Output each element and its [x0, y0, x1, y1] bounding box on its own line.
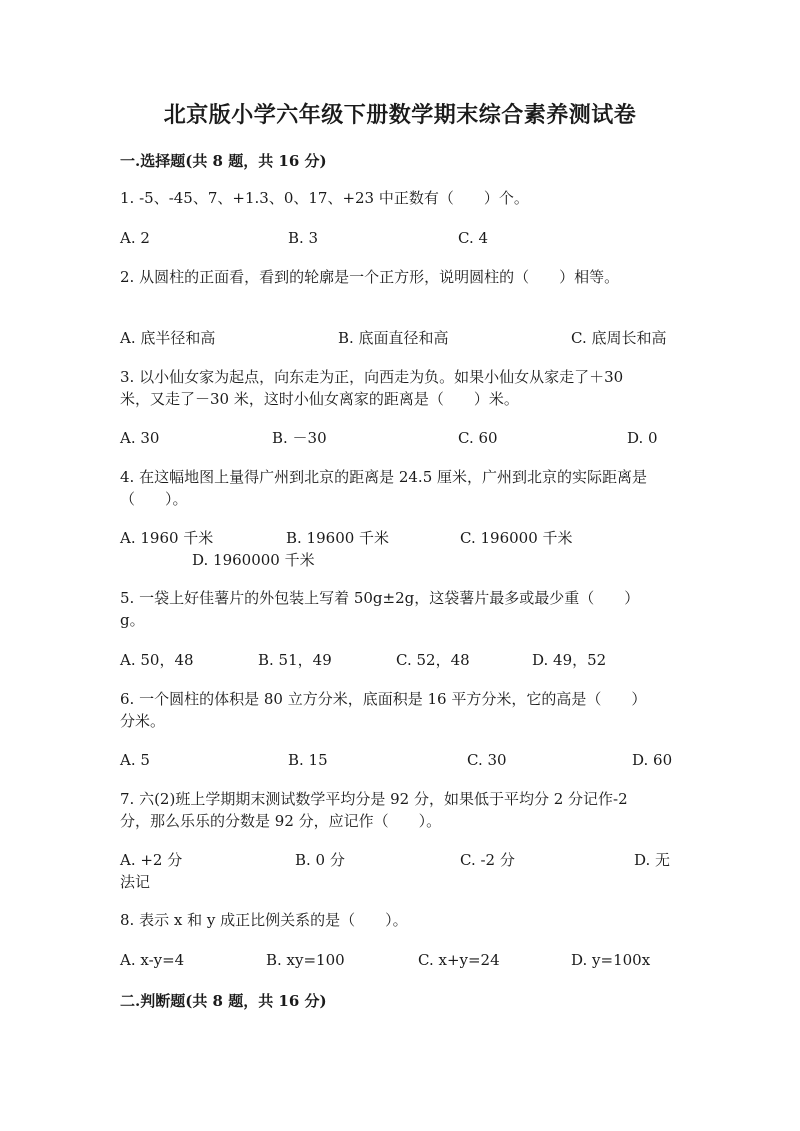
option-d: D. 60: [632, 751, 673, 769]
option-d: D. 无: [634, 851, 671, 869]
option-a: A. 5: [120, 751, 150, 769]
question-8: [120, 909, 685, 931]
option-a: A. 50，48: [120, 651, 194, 669]
question-1: [120, 187, 685, 209]
question-text: 2. 从圆柱的正面看，看到的轮廓是一个正方形，说明圆柱的（ ）相等。: [120, 268, 620, 286]
question-text-line-1: 5. 一袋上好佳薯片的外包装上写着 50g±2g，这袋薯片最多或最少重（ ）: [120, 589, 640, 607]
option-b: B. 0 分: [295, 851, 345, 869]
question-text-line-1: 7. 六(2)班上学期期末测试数学平均分是 92 分，如果低于平均分 2 分记作-2: [120, 790, 628, 808]
option-c: C. 60: [458, 429, 498, 447]
option-d: D. y=100x: [571, 951, 651, 969]
option-a: A. 底半径和高: [120, 329, 216, 347]
option-c: C. 52，48: [396, 651, 470, 669]
option-b: B. －30: [272, 429, 327, 447]
question-text: 8. 表示 x 和 y 成正比例关系的是（ ）。: [120, 911, 408, 929]
section-heading-true-false: 二.判断题(共 8 题，共 16 分): [120, 992, 327, 1010]
option-b: B. 19600 千米: [286, 529, 390, 547]
option-d: D. 0: [627, 429, 658, 447]
option-c: C. 30: [467, 751, 507, 769]
question-6: [120, 688, 685, 732]
option-b: B. 15: [288, 751, 328, 769]
question-2: [120, 266, 720, 288]
option-b: B. 51，49: [258, 651, 332, 669]
option-c: C. x+y=24: [418, 951, 500, 969]
option-b: B. xy=100: [266, 951, 345, 969]
option-b: B. 底面直径和高: [338, 329, 449, 347]
option-a: A. 1960 千米: [120, 529, 214, 547]
question-text-line-1: 3. 以小仙女家为起点，向东走为正，向西走为负。如果小仙女从家走了＋30: [120, 368, 624, 386]
question-text-line-2: 分，那么乐乐的分数是 92 分，应记作（ ）。: [120, 812, 442, 830]
option-d: D. 49，52: [532, 651, 607, 669]
question-3: [120, 366, 685, 410]
option-d-continued: 法记: [120, 873, 151, 891]
question-text-line-1: 6. 一个圆柱的体积是 80 立方分米，底面积是 16 平方分米，它的高是（ ）: [120, 690, 647, 708]
option-c: C. -2 分: [460, 851, 515, 869]
option-a: A. +2 分: [120, 851, 183, 869]
option-c: C. 4: [458, 229, 489, 247]
question-4: [120, 466, 685, 510]
question-text: 1. -5、-45、7、+1.3、0、17、+23 中正数有（ ）个。: [120, 189, 529, 207]
option-d: D. 1960000 千米: [192, 551, 315, 569]
question-text-line-1: 4. 在这幅地图上量得广州到北京的距离是 24.5 厘米，广州到北京的实际距离是: [120, 468, 648, 486]
option-a: A. 2: [120, 229, 150, 247]
option-a: A. 30: [120, 429, 160, 447]
section-heading-choice: 一.选择题(共 8 题，共 16 分): [120, 152, 327, 170]
question-text-line-2: g。: [120, 611, 145, 629]
option-c: C. 底周长和高: [571, 329, 667, 347]
page-title: 北京版小学六年级下册数学期末综合素养测试卷: [163, 102, 637, 128]
question-7: [120, 788, 685, 832]
question-5: [120, 587, 685, 631]
option-a: A. x-y=4: [120, 951, 185, 969]
question-text-line-2: 分米。: [120, 712, 166, 730]
question-text-line-2: （ ）。: [120, 490, 188, 508]
option-c: C. 196000 千米: [460, 529, 573, 547]
question-text-line-2: 米，又走了－30 米，这时小仙女离家的距离是（ ）米。: [120, 390, 519, 408]
option-b: B. 3: [288, 229, 319, 247]
